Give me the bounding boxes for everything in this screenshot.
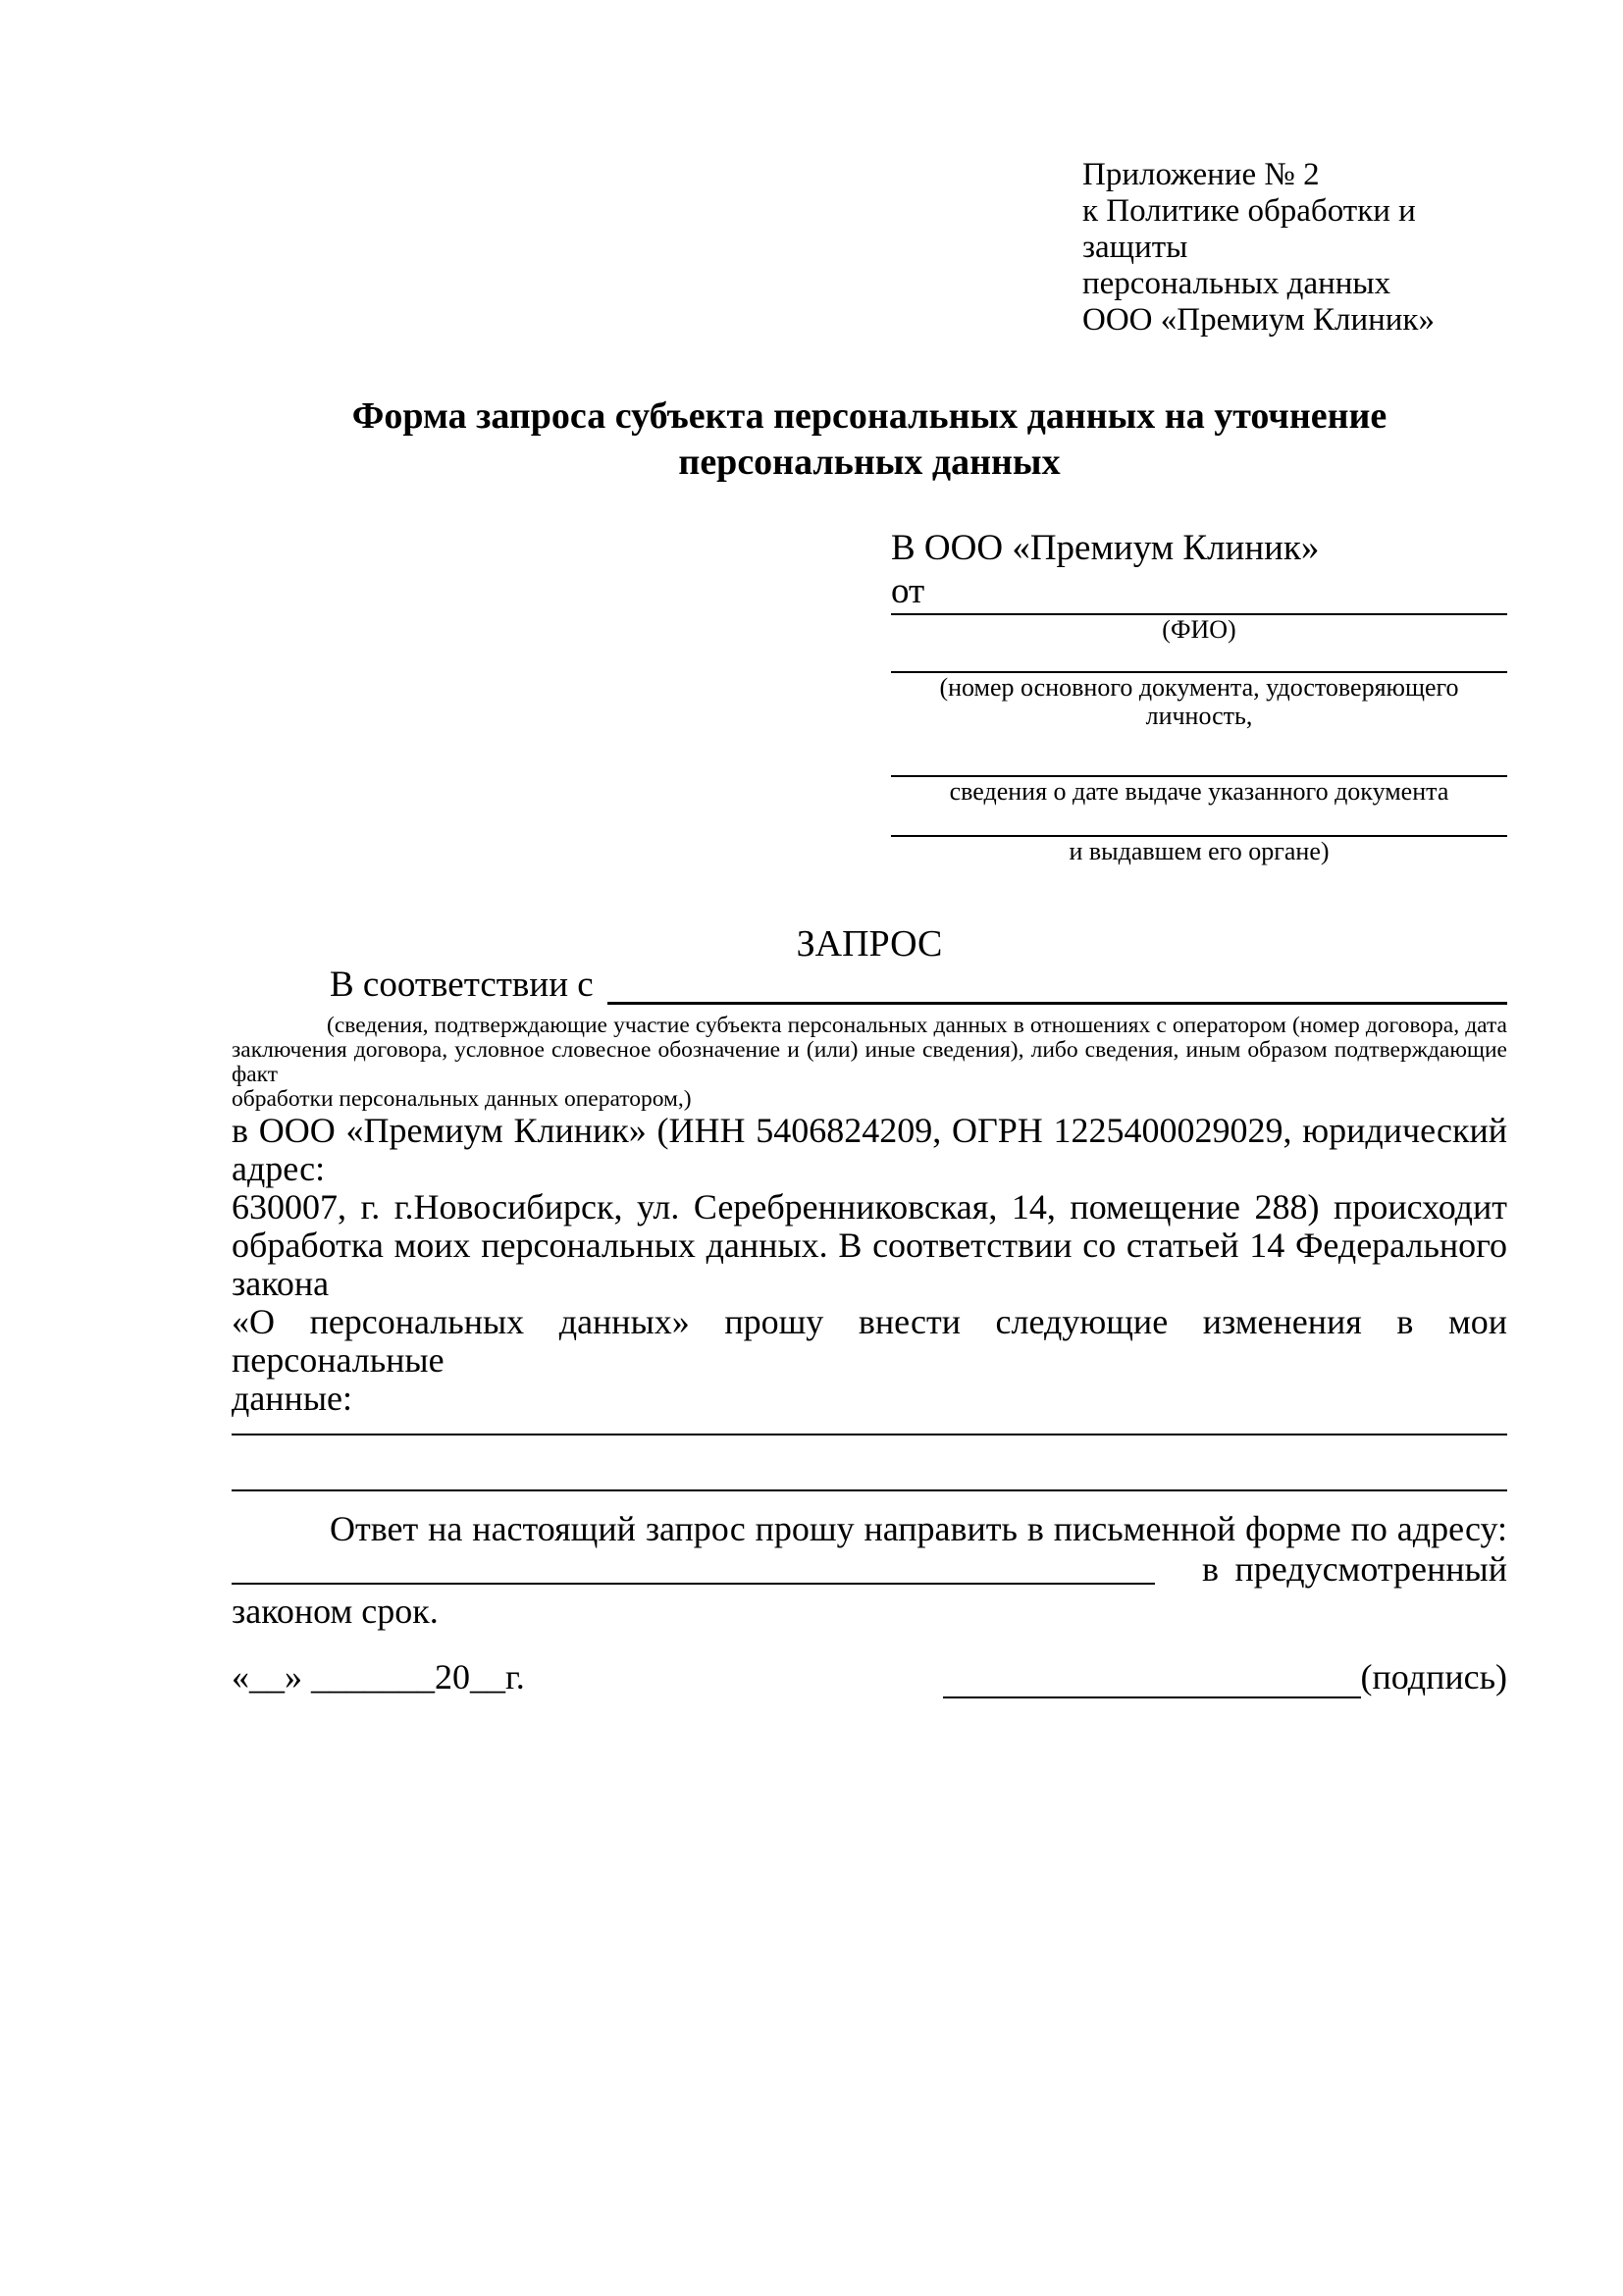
document-title-line: персональных данных bbox=[678, 442, 1061, 483]
address-input-line[interactable] bbox=[232, 1549, 1155, 1585]
date-blank-line[interactable]: «__» _______20__г. bbox=[232, 1657, 525, 1696]
document-title bbox=[232, 393, 1507, 486]
request-body-line: данные: bbox=[232, 1379, 352, 1418]
document-number-caption: (номер основного документа, удостоверяющего личность, bbox=[939, 673, 1459, 730]
appendix-header-line: персональных данных bbox=[1082, 266, 1391, 301]
date-signature-row bbox=[232, 1655, 1507, 1698]
basis-label: В соответствии с bbox=[330, 965, 594, 1005]
document-issuer-caption: и выдавшем его органе) bbox=[1069, 837, 1330, 865]
reply-request-line: Ответ на настоящий запрос прошу направить в письменной форме по адресу: bbox=[330, 1509, 1507, 1548]
document-title-line: Форма запроса субъекта персональных данных на уточнение bbox=[351, 395, 1387, 437]
appendix-header-line: ООО «Премиум Клиник» bbox=[1082, 302, 1435, 338]
basis-row bbox=[232, 965, 1507, 1005]
appendix-header bbox=[1082, 157, 1507, 339]
basis-footnote-line: обработки персональных данных оператором,) bbox=[232, 1086, 692, 1112]
reply-closing-line: законом срок. bbox=[232, 1592, 439, 1631]
reply-address-row bbox=[232, 1549, 1507, 1591]
request-heading: ЗАПРОС bbox=[796, 923, 943, 965]
addressee-organization: В ООО «Премиум Клиник» bbox=[891, 528, 1320, 568]
addressee-block bbox=[891, 526, 1507, 865]
request-body-line: «О персональных данных» прошу внести следующие изменения в мои персональные bbox=[232, 1302, 1507, 1380]
reply-tail-word-1: в bbox=[1202, 1549, 1219, 1589]
signature-input-line[interactable] bbox=[943, 1661, 1361, 1698]
document-number-input-line[interactable] bbox=[891, 644, 1507, 673]
appendix-header-line: Приложение № 2 bbox=[1082, 157, 1320, 192]
document-issuer-input-line[interactable] bbox=[891, 806, 1507, 837]
request-body-line: 630007, г. г.Новосибирск, ул. Серебренниковская, 14, помещение 288) происходит bbox=[232, 1187, 1507, 1226]
document-issue-date-input-line[interactable] bbox=[891, 730, 1507, 777]
basis-footnote bbox=[232, 1014, 1507, 1112]
appendix-header-line: к Политике обработки и защиты bbox=[1082, 193, 1416, 265]
fio-caption: (ФИО) bbox=[1162, 615, 1236, 644]
signature-caption: (подпись) bbox=[1360, 1657, 1507, 1696]
basis-footnote-line: заключения договора, условное словесное обозначение и (или) иные сведения), либо сведения, иным образом подтверждающие факт bbox=[232, 1037, 1507, 1087]
basis-footnote-line: (сведения, подтверждающие участие субъекта персональных данных в отношениях с оператором (номер договора, дата bbox=[327, 1013, 1507, 1038]
addressee-from-label: от bbox=[891, 571, 925, 611]
signature-group bbox=[943, 1655, 1507, 1698]
request-body-line: в ООО «Премиум Клиник» (ИНН 5406824209, ОГРН 1225400029029, юридический адрес: bbox=[232, 1111, 1507, 1188]
reply-tail bbox=[1155, 1549, 1507, 1589]
document-issue-date-caption: сведения о дате выдаче указанного документа bbox=[949, 777, 1449, 806]
request-body bbox=[232, 1112, 1507, 1418]
reply-tail-word-2: предусмотренный bbox=[1234, 1549, 1507, 1589]
basis-input-line[interactable] bbox=[607, 972, 1507, 1005]
changes-input-line-2[interactable] bbox=[232, 1435, 1507, 1491]
request-body-line: обработка моих персональных данных. В соответствии со статьей 14 Федерального закона bbox=[232, 1226, 1507, 1303]
